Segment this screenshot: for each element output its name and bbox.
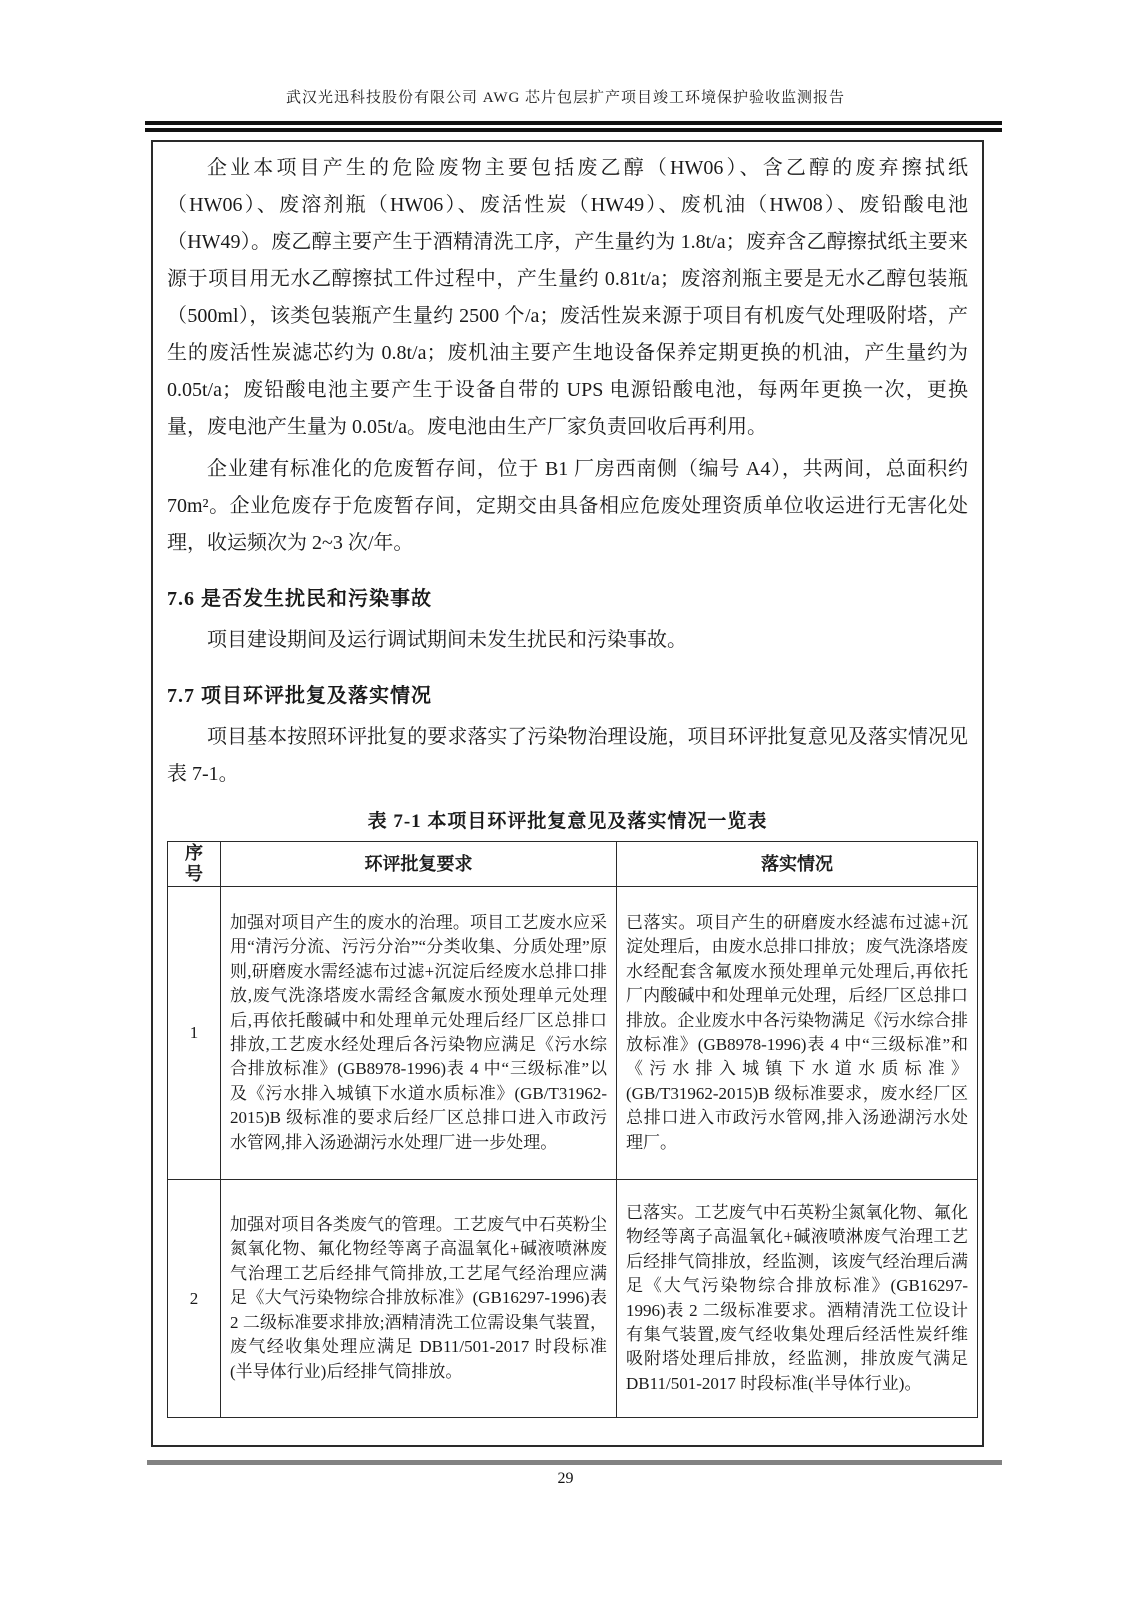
row-2-requirement: 加强对项目各类废气的管理。工艺废气中石英粉尘氮氧化物、氟化物经等离子高温氧化+碱液喷淋废气治理工艺后经排气筒排放,工艺尾气经治理应满足《大气污染物综合排放标准》(GB16297-1996)表 2 二级标准要求排放;酒精清洗工位需设集气装置，废气经收集处理应满足 DB11/501-2017 时段标准(半导体行业)后经排气筒排放。 bbox=[221, 1180, 617, 1418]
table-header-row bbox=[168, 842, 978, 887]
paragraph-waste-storage: 企业建有标准化的危废暂存间，位于 B1 厂房西南侧（编号 A4），共两间，总面积约 70m²。企业危废存于危废暂存间，定期交由具备相应危废处理资质单位收运进行无害化处理，收运频次为 2~3 次/年。 bbox=[167, 458, 968, 554]
table-7-1 bbox=[167, 841, 978, 1418]
row-1-serial: 1 bbox=[168, 887, 221, 1180]
page-number: 29 bbox=[557, 1470, 574, 1487]
section-body-7-7: 项目基本按照环评批复的要求落实了污染物治理设施，项目环评批复意见及落实情况见表 7-1。 bbox=[167, 726, 968, 785]
row-1-requirement: 加强对项目产生的废水的治理。项目工艺废水应采用“清污分流、污污分治”“分类收集、分质处理”原则,研磨废水需经滤布过滤+沉淀后经废水总排口排放,废气洗涤塔废水需经含氟废水预处理单元处理后,再依托酸碱中和处理单元处理后经厂区总排口排放,工艺废水经处理后各污染物应满足《污水综合排放标准》(GB8978-1996)表 4 中“三级标准”以及《污水排入城镇下水道水质标准》(GB/T31962-2015)B 级标准的要求后经厂区总排口进入市政污水管网,排入汤逊湖污水处理厂进一步处理。 bbox=[221, 887, 617, 1180]
content-frame bbox=[151, 140, 984, 1447]
header-double-rule bbox=[145, 121, 1002, 132]
section-heading-7-6: 7.6 是否发生扰民和污染事故 bbox=[167, 588, 432, 610]
paragraph-hazardous-waste: 企业本项目产生的危险废物主要包括废乙醇（HW06）、含乙醇的废弃擦拭纸（HW06）、废溶剂瓶（HW06）、废活性炭（HW49）、废机油（HW08）、废铅酸电池（HW49）。废乙醇主要产生于酒精清洗工序，产生量约为 1.8t/a；废弃含乙醇擦拭纸主要来源于项目用无水乙醇擦拭工件过程中，产生量约 0.81t/a；废溶剂瓶主要是无水乙醇包装瓶（500ml），该类包装瓶产生量约 2500 个/a；废活性炭来源于项目有机废气处理吸附塔，产生的废活性炭滤芯约为 0.8t/a；废机油主要产生地设备保养定期更换的机油，产生量约为 0.05t/a；废铅酸电池主要产生于设备自带的 UPS 电源铅酸电池，每两年更换一次，更换量，废电池产生量为 0.05t/a。废电池由生产厂家负责回收后再利用。 bbox=[167, 157, 968, 438]
table-row bbox=[168, 1180, 978, 1418]
table-row bbox=[168, 887, 978, 1180]
column-header-requirement: 环评批复要求 bbox=[221, 842, 617, 887]
column-header-serial: 序号 bbox=[168, 842, 221, 887]
row-2-implementation: 已落实。工艺废气中石英粉尘氮氧化物、氟化物经等离子高温氧化+碱液喷淋废气治理工艺后经排气筒排放，经监测，该废气经治理后满足《大气污染物综合排放标准》(GB16297-1996)表 2 二级标准要求。酒精清洗工位设计有集气装置,废气经收集处理后经活性炭纤维吸附塔处理后排放，经监测，排放废气满足 DB11/501-2017 时段标准(半导体行业)。 bbox=[617, 1180, 978, 1418]
row-2-serial: 2 bbox=[168, 1180, 221, 1418]
column-header-implementation: 落实情况 bbox=[617, 842, 978, 887]
table-7-1-title: 表 7-1 本项目环评批复意见及落实情况一览表 bbox=[367, 811, 768, 832]
row-1-implementation: 已落实。项目产生的研磨废水经滤布过滤+沉淀处理后，由废水总排口排放；废气洗涤塔废水经配套含氟废水预处理单元处理后,再依托厂内酸碱中和处理单元处理，后经厂区总排口排放。企业废水中各污染物满足《污水综合排放标准》(GB8978-1996)表 4 中“三级标准”和《污水排入城镇下水道水质标准》(GB/T31962-2015)B 级标准要求，废水经厂区总排口进入市政污水管网,排入汤逊湖污水处理厂。 bbox=[617, 887, 978, 1180]
footer-divider-bar bbox=[147, 1460, 1002, 1465]
report-header-title: 武汉光迅科技股份有限公司 AWG 芯片包层扩产项目竣工环境保护验收监测报告 bbox=[285, 90, 846, 106]
section-body-7-6: 项目建设期间及运行调试期间未发生扰民和污染事故。 bbox=[207, 629, 687, 651]
section-heading-7-7: 7.7 项目环评批复及落实情况 bbox=[167, 685, 432, 707]
